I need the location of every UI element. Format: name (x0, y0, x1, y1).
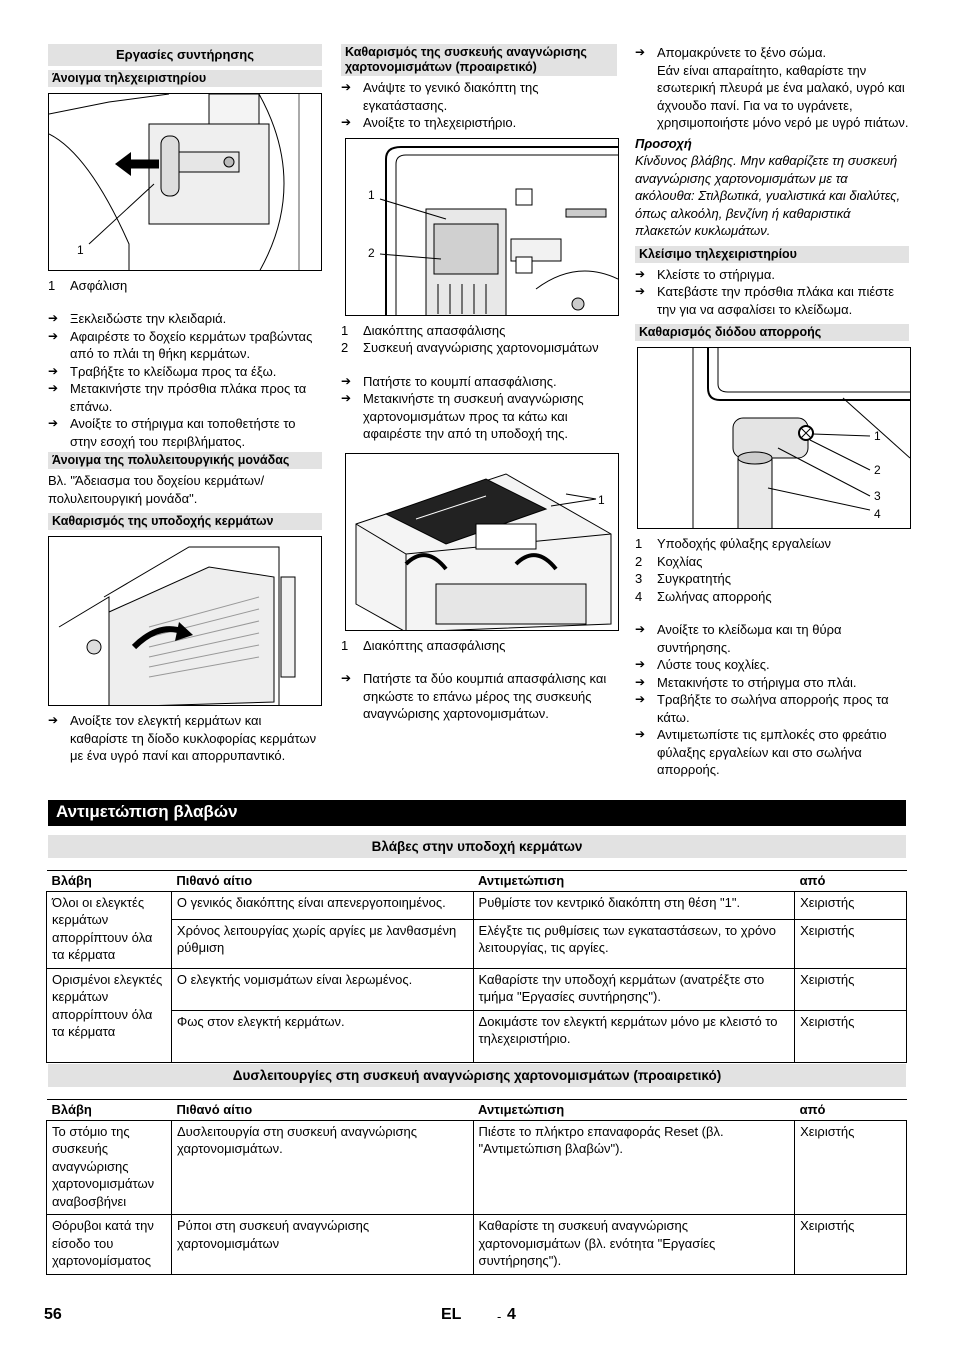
steps-coin-slot (48, 712, 322, 765)
step-item: ➔ Πατήστε το κουμπί απασφάλισης. (341, 373, 557, 389)
section-header-maintenance: Εργασίες συντήρησης (48, 44, 322, 66)
fig2-callout-2: 2 (368, 245, 375, 260)
arrow-icon: ➔ (341, 391, 352, 405)
remedy-cell: Ελέγξτε τις ρυθμίσεις των εγκαταστάσεων, το χρόνο λειτουργίας, τις αργίες. (473, 919, 795, 968)
arrow-icon: ➔ (635, 266, 646, 281)
step-item: ➔ Μετακινήστε το στήριγμα στο πλάι. (635, 674, 857, 690)
by-cell: Χειριστής (795, 968, 907, 1010)
fig3-legend-item: 1 Διακόπτης απασφάλισης (341, 637, 506, 653)
by-cell: Χειριστής (795, 919, 907, 968)
table-row (47, 1010, 907, 1062)
fig2-callout-1: 1 (368, 187, 375, 202)
column-2 (341, 44, 617, 723)
language-code: EL (441, 1306, 462, 1323)
table-header-row (47, 1100, 907, 1121)
legend-text: Ασφάλιση (70, 277, 128, 293)
fig4-callout-4: 4 (874, 507, 881, 521)
steps-remove-acceptor (341, 373, 617, 443)
bill-acceptor-unit-illustration (346, 454, 618, 631)
step-item: ➔ Μετακινήστε την πρόσθια πλάκα προς τα επάνω. (48, 381, 307, 414)
bill-acceptor-illustration (346, 139, 618, 316)
fig4-legend-item: 3 Συγκρατητής (635, 571, 732, 586)
language-page-number: 4 (507, 1306, 516, 1323)
by-cell: Χειριστής (795, 891, 907, 919)
caution-title: Προσοχή (635, 135, 692, 151)
footer-separator: - (497, 1309, 502, 1324)
figure-drain (637, 347, 911, 529)
arrow-icon: ➔ (635, 45, 646, 59)
figure-remote-lock (48, 93, 322, 271)
step-item: ➔ Ανάψτε το γενικό διακόπτη της εγκατάστασης. (341, 80, 539, 113)
arrow-icon: ➔ (48, 363, 59, 378)
remedy-cell: Καθαρίστε τη συσκευή αναγνώρισης χαρτονομισμάτων (βλ. ενότητα "Εργασίες συντήρησης"). (473, 1215, 795, 1275)
by-cell: Χειριστής (795, 1120, 907, 1215)
cause-cell: Φως στον ελεγκτή κερμάτων. (171, 1010, 473, 1062)
fault-cell: Θόρυβοι κατά την είσοδο του χαρτονομίσματος (47, 1215, 172, 1275)
table-header-row (47, 871, 907, 892)
remedy-cell: Ρυθμίστε τον κεντρικό διακόπτη στη θέση "1". (473, 891, 795, 919)
remedy-cell: Δοκιμάστε τον ελεγκτή κερμάτων μόνο με κλειστό το τηλεχειριστήριο. (473, 1010, 795, 1062)
step-item: ➔ Κλείστε το στήριγμα. (635, 266, 776, 282)
cause-cell: Ο γενικός διακόπτης είναι απενεργοποιημένος. (171, 891, 473, 919)
arrow-icon: ➔ (48, 416, 59, 430)
col-header-fault: Βλάβη (47, 1100, 172, 1121)
steps-lift-top (341, 670, 617, 723)
step-item: ➔ Ξεκλειδώστε την κλειδαριά. (48, 311, 227, 326)
steps-bill-acceptor (341, 79, 617, 132)
fig2-legend-item: 1 Διακόπτης απασφάλισης (341, 322, 506, 338)
remote-lock-illustration (49, 94, 321, 271)
steps-open-remote (48, 310, 322, 450)
cause-cell: Ο ελεγκτής νομισμάτων είναι λερωμένος. (171, 968, 473, 1010)
arrow-icon: ➔ (635, 727, 646, 741)
remedy-cell: Καθαρίστε την υποδοχή κερμάτων (ανατρέξτε στο τμήμα "Εργασίες συντήρησης"). (473, 968, 795, 1010)
column-3 (635, 44, 909, 779)
table-row (47, 968, 907, 1010)
col-header-remedy: Αντιμετώπιση (473, 871, 795, 892)
step-item: ➔ Απομακρύνετε το ξένο σώμα. (635, 45, 827, 60)
arrow-icon: ➔ (341, 671, 352, 685)
remedy-cell: Πιέστε το πλήκτρο επαναφοράς Reset (βλ. "Αντιμετώπιση βλαβών"). (473, 1120, 795, 1215)
step-item: ➔ Μετακινήστε τη συσκευή αναγνώρισης χαρτονομισμάτων προς τα κάτω και αφαιρέστε την από τη υποδοχή της. (341, 391, 584, 441)
column-1 (48, 44, 322, 765)
page-number: 56 (44, 1306, 62, 1323)
step-item: ➔ Ανοίξτε το στήριγμα και τοποθετήστε το στην εσοχή του περιβλήματος. (48, 416, 296, 449)
col-header-fault: Βλάβη (47, 871, 172, 892)
table2-title: Δυσλειτουργίες στη συσκευή αναγνώρισης χαρτονομισμάτων (προαιρετικό) (48, 1064, 906, 1087)
table-row (47, 919, 907, 968)
table1-title: Βλάβες στην υποδοχή κερμάτων (48, 835, 906, 858)
by-cell: Χειριστής (795, 1010, 907, 1062)
subheading-open-remote: Άνοιγμα τηλεχειριστηρίου (48, 70, 322, 87)
arrow-icon: ➔ (341, 373, 352, 388)
col-header-remedy: Αντιμετώπιση (473, 1100, 795, 1121)
fig4-callout-1: 1 (874, 429, 881, 443)
fig3-callout: 1 (598, 492, 605, 507)
fig4-legend-item: 4 Σωλήνας απορροής (635, 588, 772, 604)
coin-checker-illustration (49, 537, 321, 706)
subheading-close-remote: Κλείσιμο τηλεχειριστηρίου (635, 246, 909, 263)
fig4-callout-2: 2 (874, 463, 881, 477)
fig4-callout-3: 3 (874, 489, 881, 503)
by-cell: Χειριστής (795, 1215, 907, 1275)
figure-coin-checker (48, 536, 322, 706)
col-header-cause: Πιθανό αίτιο (171, 1100, 473, 1121)
bill-faults-table (46, 1099, 907, 1275)
step-item: ➔ Κατεβάστε την πρόσθια πλάκα και πιέστε την για να ασφαλίσει το κλείδωμα. (635, 284, 895, 317)
arrow-icon: ➔ (635, 284, 646, 298)
fault-cell: Ορισμένοι ελεγκτές κερμάτων απορρίπτουν όλα τα κέρματα (47, 968, 172, 1062)
subheading-drain: Καθαρισμός διόδου απορροής (635, 324, 909, 341)
arrow-icon: ➔ (48, 311, 59, 325)
multifunction-text: Βλ. "Άδειασμα του δοχείου κερμάτων/πολυλειτουργική μονάδα". (48, 473, 265, 506)
step-item: ➔ Λύστε τους κοχλίες. (635, 657, 770, 672)
table-row (47, 1120, 907, 1215)
step-item: ➔ Αφαιρέστε το δοχείο κερμάτων τραβώντας από το πλάι τη θήκη κερμάτων. (48, 328, 313, 361)
step-item: ➔ Ανοίξτε το κλείδωμα και τη θύρα συντήρησης. (635, 622, 842, 655)
figure-bill-acceptor-unit (345, 453, 619, 631)
subheading-multifunction: Άνοιγμα της πολυλειτουργικής μονάδας (48, 452, 322, 469)
arrow-icon: ➔ (48, 713, 59, 727)
arrow-icon: ➔ (48, 381, 59, 395)
step-item: ➔ Ανοίξτε το τηλεχειριστήριο. (341, 115, 517, 130)
fault-cell: Όλοι οι ελεγκτές κερμάτων απορρίπτουν όλα τα κέρματα (47, 891, 172, 968)
coin-faults-table (46, 870, 907, 1063)
step-item: ➔ Ανοίξτε τον ελεγκτή κερμάτων και καθαρίστε τη δίοδο κυκλοφορίας κερμάτων με ένα υγρό πανί και απορρυπαντικό. (48, 713, 317, 763)
steps-close-remote (635, 266, 909, 319)
legend-number: 1 (48, 277, 56, 293)
step-item: ➔ Τραβήξτε το σωλήνα απορροής προς τα κάτω. (635, 692, 889, 725)
fig2-legend-item: 2 Συσκευή αναγνώρισης χαρτονομισμάτων (341, 340, 599, 355)
caution-text: Κίνδυνος βλάβης. Μην καθαρίζετε τη συσκευή αναγνώρισης χαρτονομισμάτων με τα ακόλουθα: Στιλβωτικά, γυαλιστικά και διαλύτες, όπως αλκοόλη, βενζίνη ή καθαριστικά πλακετών κυκλωμάτων. (635, 153, 901, 238)
fault-cell: Το στόμιο της συσκευής αναγνώρισης χαρτονομισμάτων αναβοσβήνει (47, 1120, 172, 1215)
fig1-callout: 1 (77, 242, 84, 257)
step-item: ➔ Πατήστε τα δύο κουμπιά απασφάλισης και σηκώστε το επάνω μέρος της συσκευής αναγνώρισης χαρτονομισμάτων. (341, 671, 607, 721)
subheading-bill-acceptor: Καθαρισμός της συσκευής αναγνώρισης χαρτονομισμάτων (προαιρετικό) (341, 44, 617, 76)
arrow-icon: ➔ (341, 115, 352, 129)
col-header-by: από (795, 1100, 907, 1121)
col-header-cause: Πιθανό αίτιο (171, 871, 473, 892)
figure-bill-acceptor-open (345, 138, 619, 316)
arrow-icon: ➔ (635, 622, 646, 636)
arrow-icon: ➔ (635, 657, 646, 671)
subheading-coin-slot: Καθαρισμός της υποδοχής κερμάτων (48, 513, 322, 530)
cause-cell: Χρόνος λειτουργίας χωρίς αργίες με λανθασμένη ρύθμιση (171, 919, 473, 968)
cause-cell: Δυσλειτουργία στη συσκευή αναγνώρισης χαρτονομισμάτων. (171, 1120, 473, 1215)
arrow-icon: ➔ (635, 692, 646, 706)
troubleshooting-title: Αντιμετώπιση βλαβών (48, 800, 906, 826)
table-row (47, 1215, 907, 1275)
arrow-icon: ➔ (341, 80, 352, 94)
fig4-legend-item: 1 Υποδοχής φύλαξης εργαλείων (635, 536, 832, 551)
arrow-icon: ➔ (635, 674, 646, 689)
steps-drain (635, 621, 909, 779)
step-item: ➔ Αντιμετωπίστε τις εμπλοκές στο φρεάτιο φύλαξης εργαλείων και στο σωλήνα απορροής. (635, 727, 887, 777)
fig1-legend-item (48, 277, 322, 295)
fig4-legend-item: 2 Κοχλίας (635, 553, 703, 569)
table-row (47, 891, 907, 919)
step-item: ➔ Τραβήξτε το κλείδωμα προς τα έξω. (48, 363, 277, 379)
cause-cell: Ρύποι στη συσκευή αναγνώρισης χαρτονομισμάτων (171, 1215, 473, 1275)
arrow-icon: ➔ (48, 328, 59, 343)
col-header-by: από (795, 871, 907, 892)
drain-illustration (638, 348, 910, 529)
step-continuation: Εάν είναι απαραίτητο, καθαρίστε την εσωτερική πλευρά με ένα μαλακό, υγρό και άχνουδο πανί. Για να το υγράνετε, χρησιμοποιήστε μόνο νερό με υγρό πιάτων. (657, 62, 909, 130)
